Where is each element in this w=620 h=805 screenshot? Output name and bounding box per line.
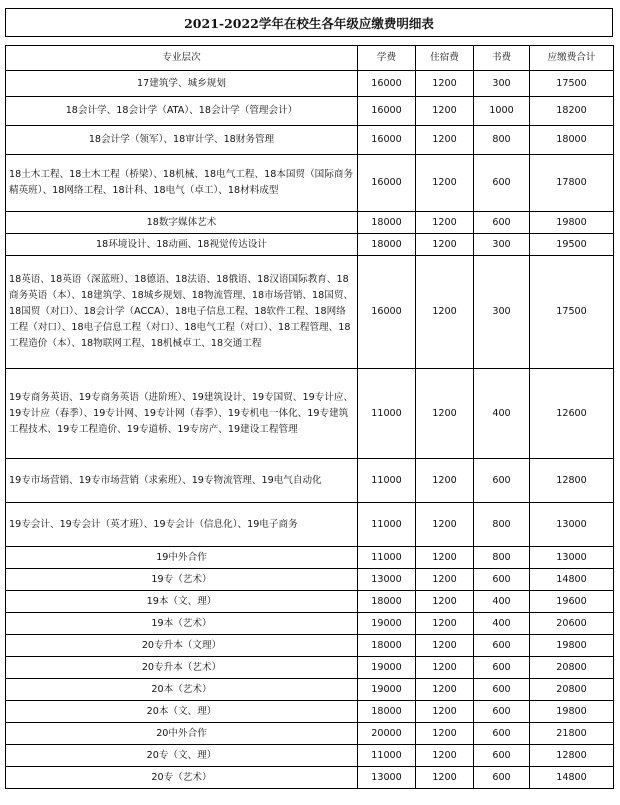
major-cell: 19专市场营销、19专市场营销（求索班）、19专物流管理、19电气自动化 [6,459,358,503]
dorm-cell: 1200 [416,701,474,723]
tuition-cell: 16000 [358,256,416,369]
books-cell: 800 [474,547,530,569]
tuition-cell: 18000 [358,234,416,256]
total-cell: 19600 [530,591,614,613]
tuition-cell: 16000 [358,126,416,155]
tuition-cell: 11000 [358,503,416,547]
total-cell: 12800 [530,745,614,767]
table-row [6,547,614,569]
dorm-cell: 1200 [416,212,474,234]
major-cell: 19专商务英语、19专商务英语（进阶班）、19建筑设计、19专国贸、19专计应、19专计应（春季）、19专计网、19专计网（春季）、19专机电一体化、19专建筑工程技术、19专工程造价、19专道桥、19专房产、19建设工程管理 [6,369,358,459]
tuition-cell: 20000 [358,723,416,745]
tuition-cell: 18000 [358,591,416,613]
dorm-cell: 1200 [416,155,474,212]
books-cell: 600 [474,459,530,503]
major-cell: 19专（艺术） [6,569,358,591]
major-cell: 19中外合作 [6,547,358,569]
total-cell: 20800 [530,657,614,679]
total-cell: 17500 [530,71,614,97]
dorm-cell: 1200 [416,745,474,767]
total-cell: 17800 [530,155,614,212]
books-cell: 600 [474,635,530,657]
tuition-cell: 13000 [358,767,416,789]
total-cell: 19800 [530,701,614,723]
dorm-cell: 1200 [416,547,474,569]
dorm-cell: 1200 [416,503,474,547]
table-row [6,212,614,234]
dorm-cell: 1200 [416,591,474,613]
books-cell: 600 [474,745,530,767]
tuition-cell: 16000 [358,71,416,97]
books-cell: 400 [474,613,530,635]
table-row [6,234,614,256]
dorm-cell: 1200 [416,126,474,155]
dorm-cell: 1200 [416,569,474,591]
major-cell: 20中外合作 [6,723,358,745]
table-row [6,256,614,369]
table-row [6,679,614,701]
dorm-cell: 1200 [416,71,474,97]
header-books: 书费 [474,46,530,71]
header-dorm: 住宿费 [416,46,474,71]
dorm-cell: 1200 [416,723,474,745]
table-row [6,591,614,613]
table-row [6,369,614,459]
table-row [6,723,614,745]
total-cell: 19800 [530,635,614,657]
tuition-cell: 19000 [358,679,416,701]
total-cell: 14800 [530,569,614,591]
dorm-cell: 1200 [416,657,474,679]
tuition-cell: 16000 [358,97,416,126]
total-cell: 19500 [530,234,614,256]
major-cell: 18英语、18英语（深蓝班）、18德语、18法语、18俄语、18汉语国际教育、18商务英语（本）、18建筑学、18城乡规划、18物流管理、18市场营销、18国贸、18国贸（对口）、18会计学（ACCA）、18电子信息工程、18软件工程、18网络工程（对口）、18电子信息工程（对口）、18电气工程（对口）、18工程管理、18工程造价（本）、18物联网工程、18机械卓工、18交通工程 [6,256,358,369]
total-cell: 13000 [530,503,614,547]
table-row [6,71,614,97]
major-cell: 20专（文、理） [6,745,358,767]
total-cell: 20800 [530,679,614,701]
table-row [6,459,614,503]
major-cell: 18环境设计、18动画、18视觉传达设计 [6,234,358,256]
books-cell: 800 [474,126,530,155]
books-cell: 600 [474,155,530,212]
books-cell: 400 [474,369,530,459]
major-cell: 20专升本（文理） [6,635,358,657]
dorm-cell: 1200 [416,256,474,369]
tuition-cell: 18000 [358,635,416,657]
tuition-cell: 13000 [358,569,416,591]
tuition-cell: 11000 [358,459,416,503]
dorm-cell: 1200 [416,679,474,701]
tuition-cell: 19000 [358,613,416,635]
total-cell: 18000 [530,126,614,155]
page-title: 2021-2022学年在校生各年级应缴费明细表 [184,15,434,31]
table-row [6,657,614,679]
books-cell: 300 [474,234,530,256]
major-cell: 20本（文、理） [6,701,358,723]
total-cell: 12800 [530,459,614,503]
title-cell [5,8,613,37]
fee-sheet [5,8,613,789]
books-cell: 600 [474,701,530,723]
books-cell: 300 [474,71,530,97]
table-row [6,97,614,126]
books-cell: 600 [474,723,530,745]
table-row [6,745,614,767]
table-row [6,767,614,789]
header-major: 专业层次 [6,46,358,71]
major-cell: 18会计学、18会计学（ATA）、18会计学（管理会计） [6,97,358,126]
total-cell: 12600 [530,369,614,459]
major-cell: 20专（艺术） [6,767,358,789]
major-cell: 19本（艺术） [6,613,358,635]
total-cell: 14800 [530,767,614,789]
tuition-cell: 18000 [358,701,416,723]
books-cell: 1000 [474,97,530,126]
total-cell: 13000 [530,547,614,569]
table-row [6,613,614,635]
major-cell: 19专会计、19专会计（英才班）、19专会计（信息化）、19电子商务 [6,503,358,547]
tuition-cell: 18000 [358,212,416,234]
books-cell: 600 [474,679,530,701]
total-cell: 21800 [530,723,614,745]
dorm-cell: 1200 [416,635,474,657]
dorm-cell: 1200 [416,459,474,503]
major-cell: 17建筑学、城乡规划 [6,71,358,97]
table-body [6,71,614,789]
table-row [6,155,614,212]
total-cell: 19800 [530,212,614,234]
dorm-cell: 1200 [416,369,474,459]
tuition-cell: 19000 [358,657,416,679]
table-row [6,126,614,155]
table-row [6,635,614,657]
dorm-cell: 1200 [416,613,474,635]
tuition-cell: 16000 [358,155,416,212]
books-cell: 300 [474,256,530,369]
major-cell: 20专升本（艺术） [6,657,358,679]
major-cell: 18土木工程、18土木工程（桥梁）、18机械、18电气工程、18本国贸（国际商务精英班）、18网络工程、18计科、18电气（卓工）、18材料成型 [6,155,358,212]
total-cell: 20600 [530,613,614,635]
tuition-cell: 11000 [358,745,416,767]
dorm-cell: 1200 [416,767,474,789]
tuition-cell: 11000 [358,369,416,459]
header-tuition: 学费 [358,46,416,71]
major-cell: 20本（艺术） [6,679,358,701]
books-cell: 600 [474,767,530,789]
table-row [6,503,614,547]
major-cell: 18数字媒体艺术 [6,212,358,234]
total-cell: 17500 [530,256,614,369]
books-cell: 400 [474,591,530,613]
major-cell: 19本（文、理） [6,591,358,613]
books-cell: 600 [474,657,530,679]
dorm-cell: 1200 [416,234,474,256]
table-row [6,569,614,591]
header-total: 应缴费合计 [530,46,614,71]
major-cell: 18会计学（领军）、18审计学、18财务管理 [6,126,358,155]
total-cell: 18200 [530,97,614,126]
books-cell: 800 [474,503,530,547]
table-row [6,701,614,723]
books-cell: 600 [474,212,530,234]
fee-table [5,45,614,789]
books-cell: 600 [474,569,530,591]
dorm-cell: 1200 [416,97,474,126]
table-header-row [6,46,614,71]
tuition-cell: 11000 [358,547,416,569]
